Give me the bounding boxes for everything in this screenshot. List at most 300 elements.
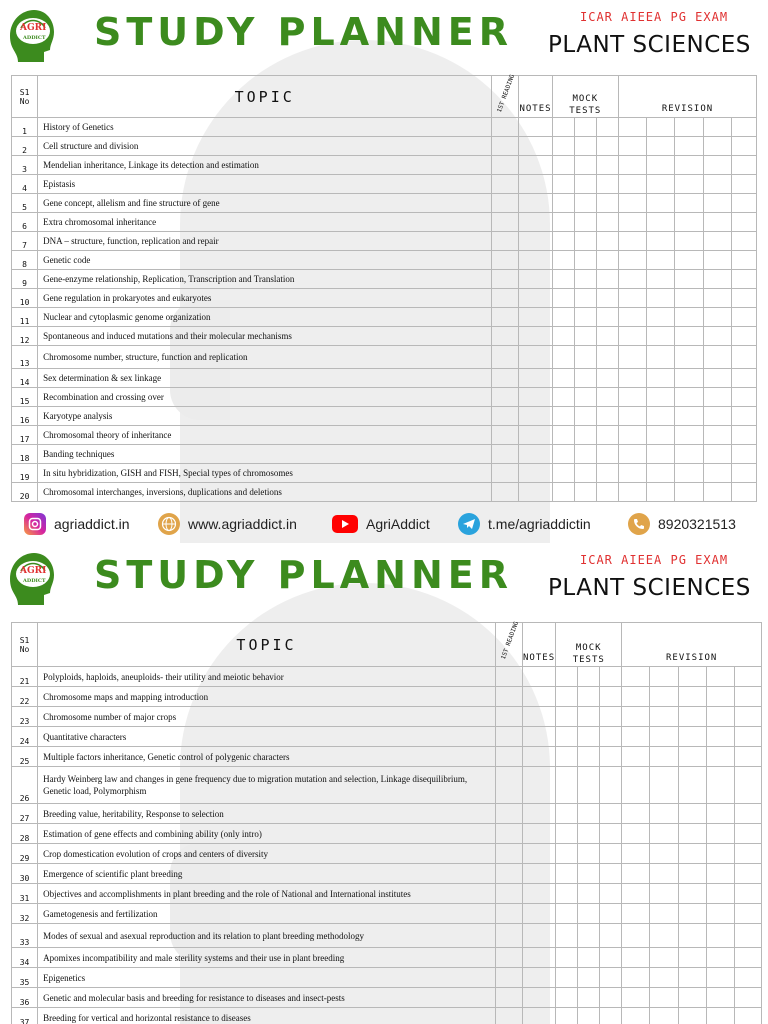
revision-2-checkbox[interactable] — [647, 445, 675, 464]
mock-test-2-checkbox[interactable] — [574, 464, 596, 483]
notes-checkbox[interactable] — [519, 213, 552, 232]
notes-checkbox[interactable] — [519, 194, 552, 213]
mock-test-3-checkbox[interactable] — [596, 251, 618, 270]
mock-test-1-checkbox[interactable] — [552, 289, 574, 308]
mock-test-2-checkbox[interactable] — [578, 968, 600, 988]
revision-3-checkbox[interactable] — [675, 483, 703, 502]
revision-4-checkbox[interactable] — [706, 824, 734, 844]
revision-4-checkbox[interactable] — [706, 747, 734, 767]
notes-checkbox[interactable] — [519, 175, 552, 194]
revision-3-checkbox[interactable] — [678, 844, 706, 864]
mock-test-1-checkbox[interactable] — [556, 884, 578, 904]
revision-3-checkbox[interactable] — [675, 369, 703, 388]
notes-checkbox[interactable] — [519, 464, 552, 483]
notes-checkbox[interactable] — [519, 426, 552, 445]
mock-test-1-checkbox[interactable] — [556, 988, 578, 1008]
revision-4-checkbox[interactable] — [703, 213, 731, 232]
mock-test-3-checkbox[interactable] — [600, 988, 622, 1008]
mock-test-2-checkbox[interactable] — [574, 137, 596, 156]
mock-test-2-checkbox[interactable] — [574, 289, 596, 308]
revision-1-checkbox[interactable] — [622, 884, 650, 904]
mock-test-3-checkbox[interactable] — [596, 270, 618, 289]
notes-checkbox[interactable] — [519, 251, 552, 270]
revision-5-checkbox[interactable] — [734, 948, 761, 968]
notes-checkbox[interactable] — [523, 667, 556, 687]
first-reading-checkbox[interactable] — [495, 988, 522, 1008]
revision-2-checkbox[interactable] — [650, 747, 678, 767]
mock-test-1-checkbox[interactable] — [556, 824, 578, 844]
notes-checkbox[interactable] — [523, 707, 556, 727]
revision-1-checkbox[interactable] — [622, 948, 650, 968]
revision-4-checkbox[interactable] — [706, 804, 734, 824]
first-reading-checkbox[interactable] — [492, 346, 519, 369]
revision-3-checkbox[interactable] — [678, 767, 706, 804]
revision-4-checkbox[interactable] — [706, 968, 734, 988]
revision-5-checkbox[interactable] — [731, 445, 756, 464]
notes-checkbox[interactable] — [519, 118, 552, 137]
revision-3-checkbox[interactable] — [675, 308, 703, 327]
revision-3-checkbox[interactable] — [678, 988, 706, 1008]
mock-test-2-checkbox[interactable] — [578, 687, 600, 707]
revision-1-checkbox[interactable] — [619, 346, 647, 369]
mock-test-3-checkbox[interactable] — [596, 483, 618, 502]
mock-test-1-checkbox[interactable] — [552, 464, 574, 483]
first-reading-checkbox[interactable] — [492, 369, 519, 388]
notes-checkbox[interactable] — [523, 988, 556, 1008]
mock-test-2-checkbox[interactable] — [574, 346, 596, 369]
mock-test-1-checkbox[interactable] — [556, 667, 578, 687]
notes-checkbox[interactable] — [519, 270, 552, 289]
revision-2-checkbox[interactable] — [647, 388, 675, 407]
revision-5-checkbox[interactable] — [731, 194, 756, 213]
revision-2-checkbox[interactable] — [647, 369, 675, 388]
mock-test-2-checkbox[interactable] — [578, 1008, 600, 1024]
footer-instagram[interactable] — [24, 511, 130, 537]
mock-test-3-checkbox[interactable] — [596, 194, 618, 213]
revision-1-checkbox[interactable] — [622, 968, 650, 988]
revision-4-checkbox[interactable] — [706, 687, 734, 707]
revision-1-checkbox[interactable] — [619, 270, 647, 289]
mock-test-1-checkbox[interactable] — [552, 346, 574, 369]
mock-test-3-checkbox[interactable] — [600, 804, 622, 824]
revision-2-checkbox[interactable] — [647, 251, 675, 270]
revision-2-checkbox[interactable] — [650, 824, 678, 844]
revision-4-checkbox[interactable] — [706, 767, 734, 804]
revision-2-checkbox[interactable] — [650, 988, 678, 1008]
revision-5-checkbox[interactable] — [731, 407, 756, 426]
revision-1-checkbox[interactable] — [619, 251, 647, 270]
revision-1-checkbox[interactable] — [619, 407, 647, 426]
revision-3-checkbox[interactable] — [675, 346, 703, 369]
notes-checkbox[interactable] — [519, 369, 552, 388]
first-reading-checkbox[interactable] — [492, 483, 519, 502]
revision-1-checkbox[interactable] — [619, 137, 647, 156]
revision-3-checkbox[interactable] — [678, 924, 706, 948]
footer-website[interactable] — [158, 511, 297, 537]
revision-5-checkbox[interactable] — [734, 864, 761, 884]
notes-checkbox[interactable] — [523, 924, 556, 948]
revision-3-checkbox[interactable] — [678, 687, 706, 707]
revision-5-checkbox[interactable] — [734, 667, 761, 687]
revision-1-checkbox[interactable] — [622, 707, 650, 727]
revision-1-checkbox[interactable] — [619, 327, 647, 346]
revision-3-checkbox[interactable] — [675, 464, 703, 483]
mock-test-2-checkbox[interactable] — [574, 194, 596, 213]
revision-4-checkbox[interactable] — [703, 388, 731, 407]
mock-test-3-checkbox[interactable] — [596, 156, 618, 175]
revision-5-checkbox[interactable] — [731, 251, 756, 270]
revision-2-checkbox[interactable] — [650, 924, 678, 948]
revision-2-checkbox[interactable] — [647, 346, 675, 369]
mock-test-2-checkbox[interactable] — [578, 904, 600, 924]
notes-checkbox[interactable] — [523, 968, 556, 988]
revision-1-checkbox[interactable] — [622, 804, 650, 824]
mock-test-2-checkbox[interactable] — [574, 213, 596, 232]
revision-1-checkbox[interactable] — [622, 767, 650, 804]
first-reading-checkbox[interactable] — [492, 426, 519, 445]
first-reading-checkbox[interactable] — [492, 270, 519, 289]
revision-3-checkbox[interactable] — [675, 118, 703, 137]
revision-3-checkbox[interactable] — [675, 407, 703, 426]
first-reading-checkbox[interactable] — [495, 844, 522, 864]
revision-2-checkbox[interactable] — [650, 804, 678, 824]
revision-2-checkbox[interactable] — [647, 213, 675, 232]
mock-test-3-checkbox[interactable] — [596, 388, 618, 407]
revision-4-checkbox[interactable] — [706, 948, 734, 968]
revision-2-checkbox[interactable] — [650, 707, 678, 727]
revision-4-checkbox[interactable] — [706, 667, 734, 687]
first-reading-checkbox[interactable] — [492, 445, 519, 464]
mock-test-1-checkbox[interactable] — [556, 767, 578, 804]
mock-test-1-checkbox[interactable] — [556, 687, 578, 707]
revision-5-checkbox[interactable] — [731, 289, 756, 308]
notes-checkbox[interactable] — [519, 308, 552, 327]
revision-5-checkbox[interactable] — [734, 824, 761, 844]
mock-test-3-checkbox[interactable] — [600, 707, 622, 727]
mock-test-2-checkbox[interactable] — [578, 988, 600, 1008]
revision-4-checkbox[interactable] — [703, 445, 731, 464]
first-reading-checkbox[interactable] — [495, 687, 522, 707]
revision-2-checkbox[interactable] — [647, 232, 675, 251]
revision-3-checkbox[interactable] — [675, 270, 703, 289]
revision-2-checkbox[interactable] — [650, 667, 678, 687]
revision-1-checkbox[interactable] — [622, 924, 650, 948]
revision-2-checkbox[interactable] — [647, 289, 675, 308]
revision-1-checkbox[interactable] — [619, 369, 647, 388]
mock-test-3-checkbox[interactable] — [596, 213, 618, 232]
mock-test-3-checkbox[interactable] — [596, 346, 618, 369]
first-reading-checkbox[interactable] — [495, 968, 522, 988]
first-reading-checkbox[interactable] — [495, 767, 522, 804]
mock-test-2-checkbox[interactable] — [578, 804, 600, 824]
notes-checkbox[interactable] — [523, 824, 556, 844]
notes-checkbox[interactable] — [519, 407, 552, 426]
revision-4-checkbox[interactable] — [703, 308, 731, 327]
mock-test-2-checkbox[interactable] — [574, 407, 596, 426]
first-reading-checkbox[interactable] — [492, 407, 519, 426]
first-reading-checkbox[interactable] — [492, 327, 519, 346]
revision-3-checkbox[interactable] — [675, 388, 703, 407]
mock-test-1-checkbox[interactable] — [552, 327, 574, 346]
mock-test-2-checkbox[interactable] — [574, 388, 596, 407]
revision-5-checkbox[interactable] — [731, 388, 756, 407]
revision-2-checkbox[interactable] — [647, 308, 675, 327]
notes-checkbox[interactable] — [519, 327, 552, 346]
revision-5-checkbox[interactable] — [731, 232, 756, 251]
revision-1-checkbox[interactable] — [619, 213, 647, 232]
revision-1-checkbox[interactable] — [619, 194, 647, 213]
mock-test-3-checkbox[interactable] — [596, 175, 618, 194]
footer-phone[interactable] — [628, 511, 736, 537]
mock-test-2-checkbox[interactable] — [578, 948, 600, 968]
notes-checkbox[interactable] — [519, 289, 552, 308]
first-reading-checkbox[interactable] — [492, 118, 519, 137]
first-reading-checkbox[interactable] — [495, 707, 522, 727]
revision-4-checkbox[interactable] — [703, 137, 731, 156]
revision-4-checkbox[interactable] — [703, 289, 731, 308]
revision-3-checkbox[interactable] — [678, 824, 706, 844]
revision-2-checkbox[interactable] — [650, 884, 678, 904]
mock-test-3-checkbox[interactable] — [596, 232, 618, 251]
revision-4-checkbox[interactable] — [703, 483, 731, 502]
mock-test-3-checkbox[interactable] — [596, 289, 618, 308]
revision-1-checkbox[interactable] — [622, 1008, 650, 1024]
mock-test-3-checkbox[interactable] — [600, 687, 622, 707]
revision-3-checkbox[interactable] — [675, 426, 703, 445]
first-reading-checkbox[interactable] — [492, 308, 519, 327]
mock-test-3-checkbox[interactable] — [600, 968, 622, 988]
mock-test-1-checkbox[interactable] — [552, 445, 574, 464]
mock-test-1-checkbox[interactable] — [552, 194, 574, 213]
revision-2-checkbox[interactable] — [647, 426, 675, 445]
revision-5-checkbox[interactable] — [734, 767, 761, 804]
revision-3-checkbox[interactable] — [678, 667, 706, 687]
revision-5-checkbox[interactable] — [734, 707, 761, 727]
revision-3-checkbox[interactable] — [675, 137, 703, 156]
revision-3-checkbox[interactable] — [675, 327, 703, 346]
notes-checkbox[interactable] — [523, 948, 556, 968]
mock-test-1-checkbox[interactable] — [552, 156, 574, 175]
revision-5-checkbox[interactable] — [734, 727, 761, 747]
notes-checkbox[interactable] — [519, 483, 552, 502]
mock-test-3-checkbox[interactable] — [600, 884, 622, 904]
revision-5-checkbox[interactable] — [734, 968, 761, 988]
mock-test-1-checkbox[interactable] — [552, 369, 574, 388]
mock-test-1-checkbox[interactable] — [556, 747, 578, 767]
revision-2-checkbox[interactable] — [647, 270, 675, 289]
first-reading-checkbox[interactable] — [492, 464, 519, 483]
mock-test-3-checkbox[interactable] — [600, 904, 622, 924]
revision-1-checkbox[interactable] — [622, 844, 650, 864]
revision-2-checkbox[interactable] — [647, 464, 675, 483]
notes-checkbox[interactable] — [523, 687, 556, 707]
mock-test-2-checkbox[interactable] — [578, 727, 600, 747]
revision-4-checkbox[interactable] — [706, 924, 734, 948]
revision-3-checkbox[interactable] — [678, 948, 706, 968]
first-reading-checkbox[interactable] — [492, 251, 519, 270]
revision-1-checkbox[interactable] — [619, 445, 647, 464]
revision-2-checkbox[interactable] — [647, 156, 675, 175]
first-reading-checkbox[interactable] — [495, 727, 522, 747]
revision-2-checkbox[interactable] — [650, 864, 678, 884]
mock-test-3-checkbox[interactable] — [596, 445, 618, 464]
mock-test-2-checkbox[interactable] — [578, 667, 600, 687]
revision-1-checkbox[interactable] — [622, 864, 650, 884]
revision-1-checkbox[interactable] — [622, 904, 650, 924]
mock-test-2-checkbox[interactable] — [574, 426, 596, 445]
mock-test-1-checkbox[interactable] — [552, 483, 574, 502]
revision-1-checkbox[interactable] — [619, 156, 647, 175]
revision-5-checkbox[interactable] — [731, 426, 756, 445]
mock-test-2-checkbox[interactable] — [578, 767, 600, 804]
first-reading-checkbox[interactable] — [495, 824, 522, 844]
revision-1-checkbox[interactable] — [619, 289, 647, 308]
mock-test-3-checkbox[interactable] — [596, 118, 618, 137]
mock-test-2-checkbox[interactable] — [574, 270, 596, 289]
mock-test-3-checkbox[interactable] — [596, 137, 618, 156]
mock-test-1-checkbox[interactable] — [556, 727, 578, 747]
revision-2-checkbox[interactable] — [647, 137, 675, 156]
revision-4-checkbox[interactable] — [703, 156, 731, 175]
revision-4-checkbox[interactable] — [703, 327, 731, 346]
first-reading-checkbox[interactable] — [495, 1008, 522, 1024]
mock-test-1-checkbox[interactable] — [552, 426, 574, 445]
mock-test-2-checkbox[interactable] — [574, 118, 596, 137]
first-reading-checkbox[interactable] — [495, 747, 522, 767]
revision-4-checkbox[interactable] — [703, 369, 731, 388]
revision-3-checkbox[interactable] — [678, 1008, 706, 1024]
revision-3-checkbox[interactable] — [678, 707, 706, 727]
revision-5-checkbox[interactable] — [734, 884, 761, 904]
mock-test-2-checkbox[interactable] — [578, 844, 600, 864]
revision-4-checkbox[interactable] — [706, 904, 734, 924]
mock-test-3-checkbox[interactable] — [596, 407, 618, 426]
revision-2-checkbox[interactable] — [650, 767, 678, 804]
first-reading-checkbox[interactable] — [492, 213, 519, 232]
mock-test-2-checkbox[interactable] — [574, 369, 596, 388]
revision-3-checkbox[interactable] — [675, 194, 703, 213]
mock-test-1-checkbox[interactable] — [552, 213, 574, 232]
mock-test-1-checkbox[interactable] — [556, 804, 578, 824]
revision-4-checkbox[interactable] — [706, 1008, 734, 1024]
revision-2-checkbox[interactable] — [647, 407, 675, 426]
revision-3-checkbox[interactable] — [675, 289, 703, 308]
mock-test-1-checkbox[interactable] — [552, 388, 574, 407]
revision-1-checkbox[interactable] — [622, 667, 650, 687]
revision-1-checkbox[interactable] — [619, 483, 647, 502]
mock-test-2-checkbox[interactable] — [578, 884, 600, 904]
mock-test-1-checkbox[interactable] — [556, 1008, 578, 1024]
revision-1-checkbox[interactable] — [619, 464, 647, 483]
revision-2-checkbox[interactable] — [650, 1008, 678, 1024]
first-reading-checkbox[interactable] — [492, 232, 519, 251]
revision-3-checkbox[interactable] — [675, 251, 703, 270]
mock-test-1-checkbox[interactable] — [552, 137, 574, 156]
revision-1-checkbox[interactable] — [622, 824, 650, 844]
revision-3-checkbox[interactable] — [675, 445, 703, 464]
first-reading-checkbox[interactable] — [492, 194, 519, 213]
revision-2-checkbox[interactable] — [650, 948, 678, 968]
revision-4-checkbox[interactable] — [706, 864, 734, 884]
revision-3-checkbox[interactable] — [678, 727, 706, 747]
mock-test-3-checkbox[interactable] — [600, 767, 622, 804]
revision-3-checkbox[interactable] — [678, 804, 706, 824]
revision-1-checkbox[interactable] — [622, 747, 650, 767]
revision-2-checkbox[interactable] — [650, 844, 678, 864]
notes-checkbox[interactable] — [523, 1008, 556, 1024]
revision-4-checkbox[interactable] — [703, 194, 731, 213]
revision-5-checkbox[interactable] — [734, 687, 761, 707]
revision-4-checkbox[interactable] — [703, 464, 731, 483]
revision-5-checkbox[interactable] — [731, 327, 756, 346]
revision-4-checkbox[interactable] — [703, 346, 731, 369]
revision-3-checkbox[interactable] — [678, 884, 706, 904]
mock-test-1-checkbox[interactable] — [552, 232, 574, 251]
mock-test-2-checkbox[interactable] — [578, 707, 600, 727]
revision-4-checkbox[interactable] — [703, 251, 731, 270]
first-reading-checkbox[interactable] — [492, 388, 519, 407]
first-reading-checkbox[interactable] — [492, 156, 519, 175]
first-reading-checkbox[interactable] — [495, 948, 522, 968]
mock-test-2-checkbox[interactable] — [574, 175, 596, 194]
notes-checkbox[interactable] — [519, 232, 552, 251]
notes-checkbox[interactable] — [523, 804, 556, 824]
mock-test-3-checkbox[interactable] — [596, 308, 618, 327]
mock-test-2-checkbox[interactable] — [574, 156, 596, 175]
revision-4-checkbox[interactable] — [703, 270, 731, 289]
revision-2-checkbox[interactable] — [650, 687, 678, 707]
footer-youtube[interactable] — [332, 511, 430, 537]
revision-5-checkbox[interactable] — [734, 924, 761, 948]
mock-test-3-checkbox[interactable] — [600, 747, 622, 767]
mock-test-3-checkbox[interactable] — [600, 1008, 622, 1024]
first-reading-checkbox[interactable] — [495, 667, 522, 687]
mock-test-3-checkbox[interactable] — [600, 864, 622, 884]
revision-4-checkbox[interactable] — [703, 426, 731, 445]
revision-2-checkbox[interactable] — [647, 194, 675, 213]
revision-4-checkbox[interactable] — [706, 884, 734, 904]
revision-1-checkbox[interactable] — [622, 988, 650, 1008]
revision-3-checkbox[interactable] — [675, 175, 703, 194]
revision-2-checkbox[interactable] — [650, 968, 678, 988]
notes-checkbox[interactable] — [519, 445, 552, 464]
notes-checkbox[interactable] — [523, 904, 556, 924]
mock-test-2-checkbox[interactable] — [574, 232, 596, 251]
mock-test-1-checkbox[interactable] — [556, 968, 578, 988]
mock-test-2-checkbox[interactable] — [574, 327, 596, 346]
notes-checkbox[interactable] — [523, 767, 556, 804]
first-reading-checkbox[interactable] — [492, 175, 519, 194]
revision-3-checkbox[interactable] — [678, 864, 706, 884]
revision-1-checkbox[interactable] — [619, 388, 647, 407]
revision-1-checkbox[interactable] — [619, 118, 647, 137]
mock-test-3-checkbox[interactable] — [600, 824, 622, 844]
notes-checkbox[interactable] — [519, 388, 552, 407]
notes-checkbox[interactable] — [523, 864, 556, 884]
revision-5-checkbox[interactable] — [734, 804, 761, 824]
revision-5-checkbox[interactable] — [731, 118, 756, 137]
revision-1-checkbox[interactable] — [619, 175, 647, 194]
notes-checkbox[interactable] — [523, 747, 556, 767]
mock-test-2-checkbox[interactable] — [578, 864, 600, 884]
revision-2-checkbox[interactable] — [650, 904, 678, 924]
first-reading-checkbox[interactable] — [492, 137, 519, 156]
mock-test-3-checkbox[interactable] — [596, 464, 618, 483]
revision-3-checkbox[interactable] — [678, 747, 706, 767]
mock-test-1-checkbox[interactable] — [552, 308, 574, 327]
revision-4-checkbox[interactable] — [706, 707, 734, 727]
revision-4-checkbox[interactable] — [706, 844, 734, 864]
